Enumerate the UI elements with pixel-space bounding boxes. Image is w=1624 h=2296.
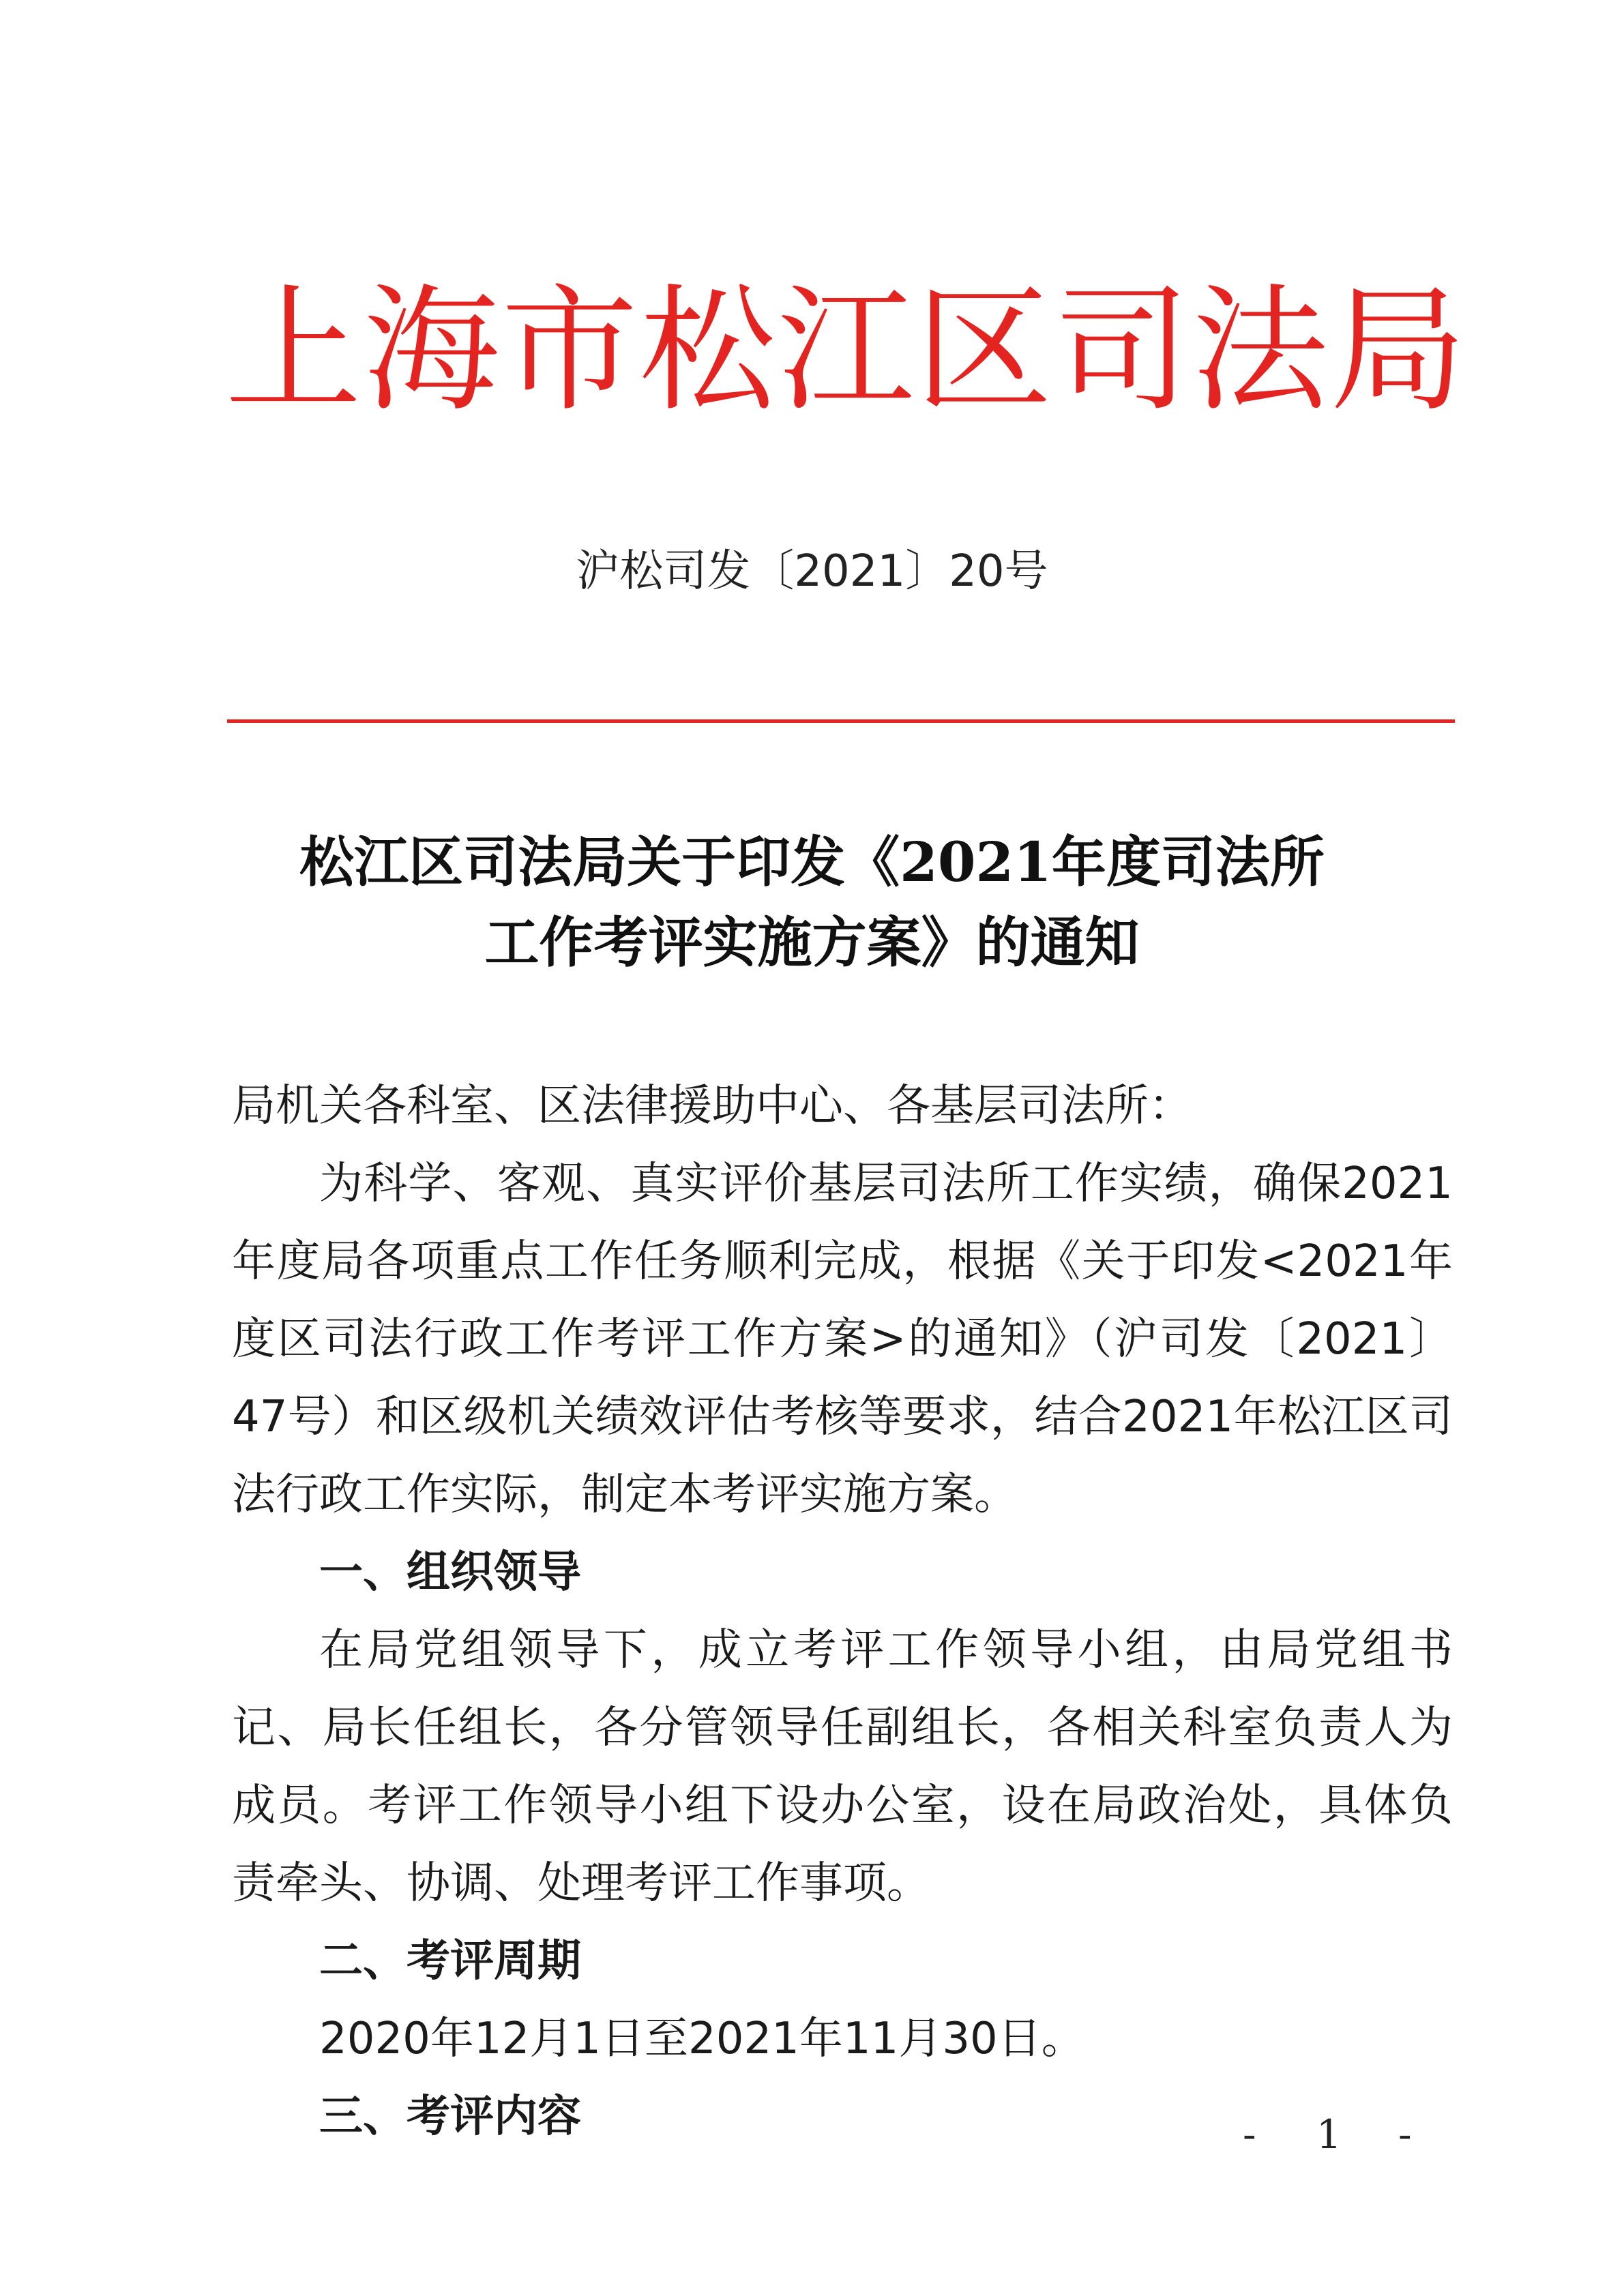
- page-number-dash-left: -: [1243, 2111, 1256, 2158]
- issuer-char: 松: [639, 271, 776, 430]
- issuer-char: 法: [1192, 271, 1329, 430]
- section-heading-3: 三、考评内容: [319, 2091, 581, 2142]
- issuer-char: 海: [363, 271, 500, 430]
- issuer-char: 上: [225, 271, 362, 430]
- red-separator-line: [227, 719, 1455, 723]
- issuer-char: 区: [915, 271, 1052, 430]
- section-heading-2: 二、考评周期: [319, 1935, 581, 1986]
- salutation: 局机关各科室、区法律援助中心、各基层司法所：: [232, 1081, 1192, 1131]
- issuer-char: 司: [1053, 271, 1190, 430]
- title-line-1: 松江区司法局关于印发《2021年度司法所: [299, 830, 1325, 894]
- page-number-value: 1: [1316, 2111, 1342, 2158]
- issuer-char: 江: [777, 271, 914, 430]
- intro-paragraph: 为科学、客观、真实评价基层司法所工作实绩，确保2021年度局各项重点工作任务顺利完成，根据《关于印发<2021年度区司法行政工作考评工作方案>的通知》（沪司发〔2021〕47号）和区级机关绩效评估考核等要求，结合2021年松江区司法行政工作实际，制定本考评实施方案。: [232, 1159, 1453, 1520]
- section-1-paragraph: 在局党组领导下，成立考评工作领导小组，由局党组书记、局长任组长，各分管领导任副组长，各相关科室负责人为成员。考评工作领导小组下设办公室，设在局政治处，具体负责牵头、协调、处理考评工作事项。: [232, 1625, 1453, 1909]
- section-heading-1: 一、组织领导: [319, 1547, 581, 1598]
- section-2-paragraph: 2020年12月1日至2021年11月30日。: [319, 2014, 1085, 2064]
- issuer-char: 局: [1329, 271, 1466, 430]
- page-number-dash-right: -: [1398, 2111, 1412, 2158]
- issuer-char: 市: [501, 271, 638, 430]
- document-body: [232, 1067, 1453, 2156]
- document-title: [0, 822, 1624, 983]
- title-line-2: 工作考评实施方案》的通知: [484, 910, 1140, 974]
- document-number: 沪松司发〔2021〕20号: [576, 546, 1048, 597]
- issuer-name: [225, 269, 1466, 433]
